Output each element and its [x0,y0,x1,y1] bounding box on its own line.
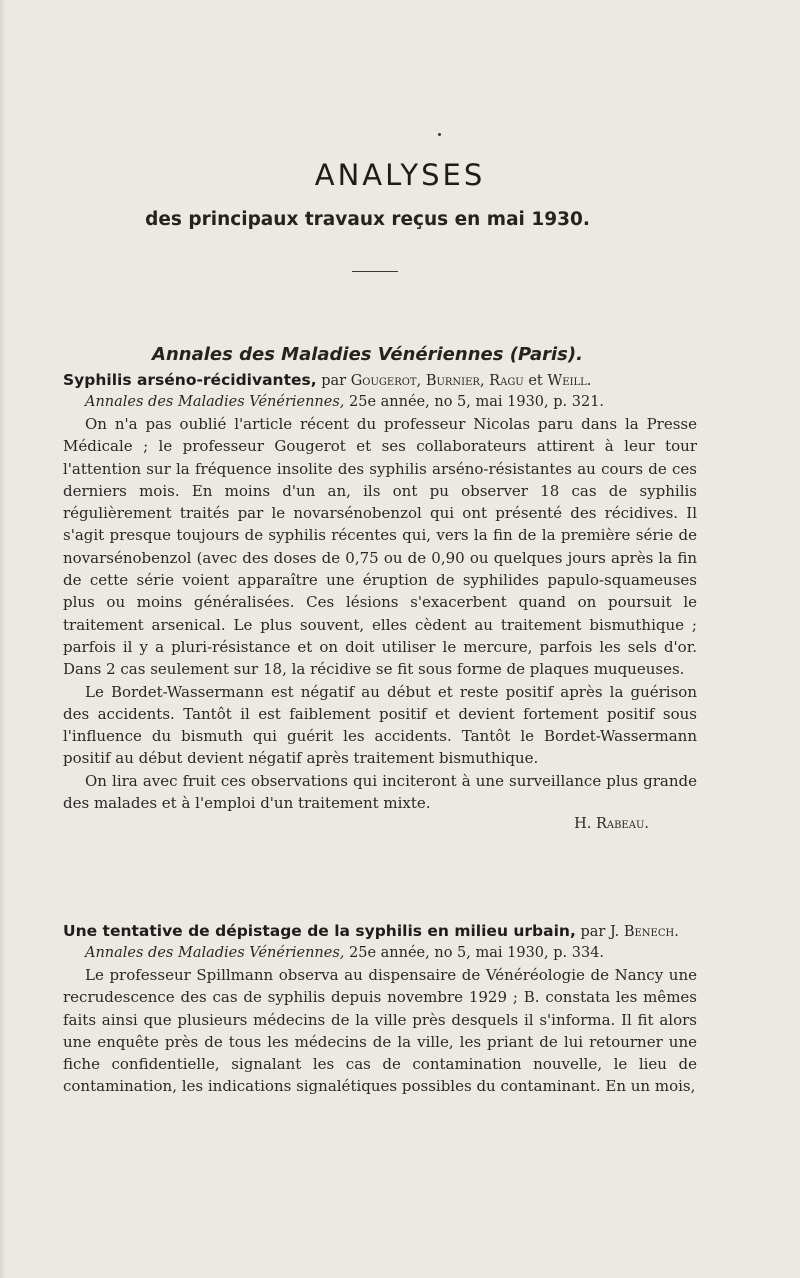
article-signature: H. Rabeau. [574,816,649,833]
citation-by: par [580,924,606,940]
article-journal: Annales des Maladies Vénériennes, [85,394,345,410]
article-title: Une tentative de dépistage de la syphilis en milieu urbain, [63,922,576,940]
article-paragraph: Le Bordet-Wassermann est négatif au début et reste positif après la guérison des accidents. Tantôt il est faiblement positif et devient fortement positif sous l'influence du bismuth qui guérit les accidents. Tantôt le Bordet-Wassermann positif au début devient négatif après traitement bismuthique. [63,682,697,768]
article-arseno-recidivantes [63,370,697,835]
article-source [63,392,697,413]
article-paragraph: Le professeur Spillmann observa au dispensaire de Vénéréologie de Nancy une recrudescence des cas de syphilis depuis novembre 1929 ; B. constata les mêmes faits ainsi que plusieurs médecins de la ville près desquels il s'informa. Il fit alors une enquête près de tous les médecins de la ville, les priant de lui retourner une fiche confidentielle, signalant les cas de contamination nouvelle, le lieu de contamination, les indications signalétiques possibles du contaminant. En un mois, [63,966,697,1096]
article-citation [63,921,697,943]
article-paragraph: On n'a pas oublié l'article récent du professeur Nicolas paru dans la Presse Médicale ; le professeur Gougerot et ses collaborateurs attirent à leur tour l'attention sur la fréquence insolite des syphilis arséno-résistantes au cours de ces derniers mois. En moins d'un an, ils ont pu observer 18 cas de syphilis régulièrement traités par le novarsénobenzol qui ont présenté des récidives. Il s'agit presque toujours de syphilis récentes qui, vers la fin de la première série de novarsénobenzol (avec des doses de 0,75 ou de 0,90 ou quelques jours après la fin de cette série voient apparaître une éruption de syphilides papulo-squameuses plus ou moins généralisées. Ces lésions s'exacerbent quand on poursuit le traitement arsenical. Le plus souvent, elles cèdent au traitement bismuthique ; parfois il y a pluri-résistance et on doit utiliser le mercure, parfois les sels d'or. Dans 2 cas seulement sur 18, la récidive se fit sous forme de plaques muqueuses. [63,415,697,679]
journal-heading: Annales des Maladies Vénériennes (Paris). [152,344,583,365]
article-title: Syphilis arséno-récidivantes, [63,371,317,389]
page-title: ANALYSES [314,158,486,192]
page-subtitle: des principaux travaux reçus en mai 1930. [145,209,590,230]
ink-speck [438,133,441,136]
article-details: 25e année, no 5, mai 1930, p. 334. [349,945,605,961]
citation-and: et [528,373,543,389]
article-citation [63,370,697,392]
citation-by: par [321,373,347,389]
article-authors-last: Weill. [547,373,592,389]
article-source [63,943,697,964]
article-authors: Gougerot, Burnier, Ragu [350,373,524,389]
title-divider [352,271,398,272]
article-details: 25e année, no 5, mai 1930, p. 321. [349,394,605,410]
article-journal: Annales des Maladies Vénériennes, [85,945,345,961]
article-depistage-syphilis [63,921,697,1098]
article-authors: J. Benech. [609,924,679,940]
article-paragraph: On lira avec fruit ces observations qui inciteront à une surveillance plus grande des malades et à l'emploi d'un traitement mixte. [63,771,697,813]
